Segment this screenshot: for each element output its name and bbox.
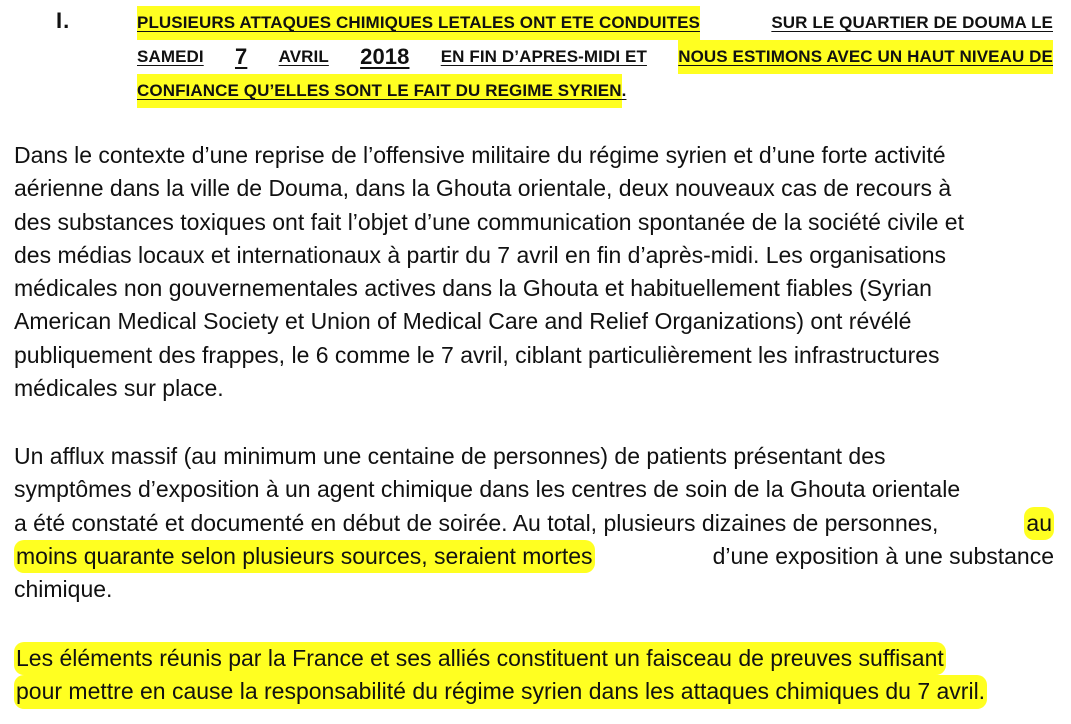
section-numeral: I. (56, 8, 71, 33)
paragraph-line (14, 206, 1054, 239)
heading-segment: PLUSIEURS ATTAQUES CHIMIQUES LETALES ONT ETE CONDUITES (137, 6, 700, 40)
section-heading (137, 6, 1053, 108)
heading-segment: NOUS ESTIMONS AVEC UN HAUT NIVEAU DE (678, 40, 1053, 74)
paragraph-line (14, 675, 1054, 708)
heading-segment: 7 (234, 44, 248, 69)
paragraph-line (14, 239, 1054, 272)
highlighted-segment: Les éléments réunis par la France et ses alliés constituent un faisceau de preuves suffisant (14, 642, 946, 675)
text-segment: Un afflux massif (au minimum une centaine de personnes) de patients présentant des (14, 443, 886, 469)
text-segment: a été constaté et documenté en début de soirée. Au total, plusieurs dizaines de personnes, (14, 509, 945, 536)
paragraph-line (14, 440, 1054, 473)
heading-segment: SAMEDI (137, 47, 204, 66)
text-segment: médicales non gouvernementales actives dans la Ghouta et habituellement fiables (Syrian (14, 275, 932, 302)
heading-line (137, 6, 1053, 40)
text-segment: symptômes d’exposition à un agent chimique dans les centres de soin de la Ghouta orientale (14, 476, 961, 503)
heading-segment: EN FIN D’APRES-MIDI ET (440, 47, 647, 66)
paragraph-line (14, 339, 1054, 372)
heading-segment: SUR LE QUARTIER DE DOUMA LE (771, 13, 1053, 32)
paragraph-line (14, 172, 1054, 205)
paragraph-line (14, 372, 1054, 405)
text-segment: aérienne dans la ville de Douma, dans la Ghouta orientale, deux nouveaux cas de recours à (14, 175, 952, 202)
text-segment: des substances toxiques ont fait l’objet d’une communication spontanée de la société civile et (14, 208, 964, 235)
text-segment: Dans le contexte d’une reprise de l’offensive militaire du régime syrien et d’une forte activité (14, 142, 946, 168)
heading-line (137, 74, 1053, 108)
text-segment: médicales sur place. (14, 375, 224, 402)
paragraph-line (14, 540, 1054, 573)
paragraph-line (14, 139, 1054, 172)
text-segment: American Medical Society et Union of Medical Care and Relief Organizations) ont révélé (14, 308, 912, 335)
paragraph-conclusion (14, 642, 1054, 709)
paragraph-line (14, 473, 1054, 506)
heading-segment: . (621, 81, 627, 100)
text-segment: d’une exposition à une substance (706, 542, 1054, 569)
text-segment: des médias locaux et internationaux à partir du 7 avril en fin d’après-midi. Les organisations (14, 241, 947, 268)
heading-segment: 2018 (360, 44, 410, 69)
paragraph-context (14, 139, 1054, 405)
paragraph-afflux (14, 440, 1054, 606)
heading-line (137, 40, 1053, 74)
paragraph-line (14, 305, 1054, 338)
text-segment: chimique. (14, 576, 113, 603)
highlighted-segment: moins quarante selon plusieurs sources, seraient mortes (14, 540, 595, 573)
highlighted-segment: au (1024, 507, 1054, 540)
heading-segment: AVRIL (278, 47, 329, 66)
paragraph-line (14, 507, 1054, 540)
highlighted-segment: pour mettre en cause la responsabilité du régime syrien dans les attaques chimiques du 7 avril. (14, 675, 987, 708)
paragraph-line (14, 573, 1054, 606)
paragraph-line (14, 272, 1054, 305)
text-segment: publiquement des frappes, le 6 comme le 7 avril, ciblant particulièrement les infrastructures (14, 341, 940, 368)
heading-segment: CONFIANCE QU’ELLES SONT LE FAIT DU REGIME SYRIEN (137, 74, 622, 108)
paragraph-line (14, 642, 1054, 675)
